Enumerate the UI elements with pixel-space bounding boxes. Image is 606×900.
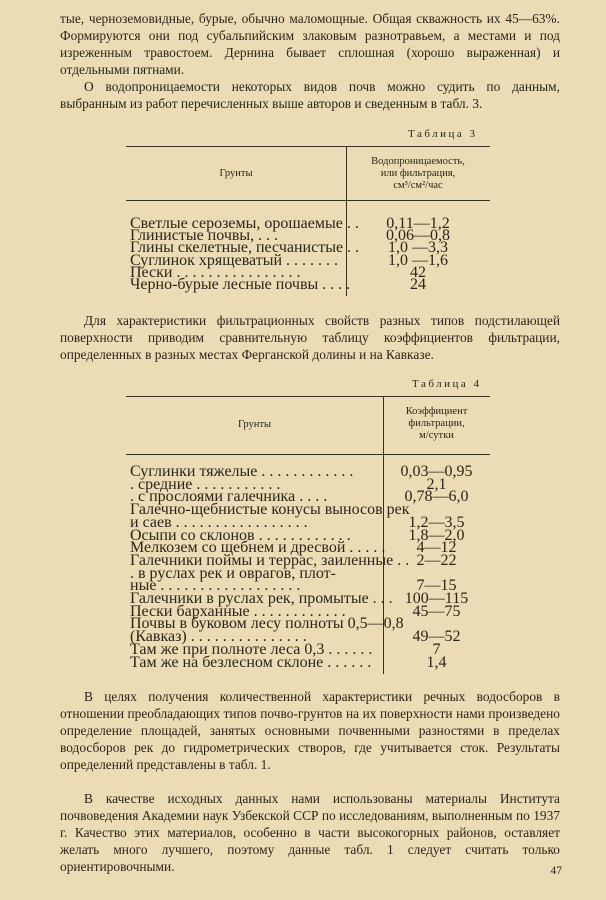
table4-row-soil: Галечники поймы и террас, заиленные . .	[130, 551, 410, 569]
table3-row-value: 24	[410, 276, 426, 293]
table4-row-value: 0,78—6,0	[404, 488, 469, 506]
table3-row-soil: Пески . . . . . . . . . . . . . . . .	[130, 263, 301, 281]
table3-top-rule	[126, 146, 490, 147]
table3-row-soil: Светлые сероземы, орошаемые . .	[130, 215, 359, 232]
table4-row-value: 1,4	[426, 653, 447, 671]
table4-row-value: 7	[432, 640, 441, 658]
table4-row-value: 7—15	[416, 577, 457, 595]
table4-row-soil: . средние . . . . . . . . . . .	[130, 475, 281, 493]
table4-row-soil: ные . . . . . . . . . . . . . . . . . .	[130, 577, 301, 595]
paragraph-permeability-intro: О водопроницаемости некоторых видов почв можно судить по данным, выбранным из работ перечисленных выше авторов и сведенным в табл. 3.	[60, 79, 560, 111]
table3-row-soil: Суглинок хрящеватый . . . . . . .	[130, 251, 339, 269]
table3-row-value: 42	[410, 263, 426, 281]
table4-row-soil: Галечно-щебнистые конусы выносов рек	[130, 501, 410, 519]
table4-row-soil: и саев . . . . . . . . . . . . . . . . .	[130, 513, 308, 531]
table4-row-value: 2—22	[416, 551, 457, 569]
table3-row-value: 0,11—1,2	[386, 215, 450, 232]
table3-header-rule	[126, 200, 490, 201]
table4-row-value: 1,8—2,0	[408, 526, 465, 544]
table4-row-value: 2,1	[426, 475, 447, 493]
table3-row-value: 1,0 —3,3	[388, 239, 448, 257]
table4-row-soil: Галечники в руслах рек, промытые . . .	[130, 590, 393, 607]
paragraph-soil-description: тые, черноземовидные, бурые, обычно маломощные. Общая скважность их 45—63%. Формируются они под субальпийским злаковым разнотравьем, а местами и под изреженным травостоем. Дернина бывает сплошная (хорошо выраженная) и отдельными пятнами.	[60, 11, 560, 77]
table4-header-rule	[126, 454, 490, 455]
table4-row-value: 100—115	[404, 590, 469, 607]
paragraph-watershed-analysis: В целях получения количественной характеристики речных водосборов в отношении преобладающих типов почво-грунтов на их поверхности нами произведено определение площадей, занятых основными почвенными разностями в пределах водосборов рек до гидрометрических створов, где учитывается сток. Результаты определений представлены в табл. 1.	[60, 689, 560, 772]
table4-row-soil: Суглинки тяжелые . . . . . . . . . . . .	[130, 463, 354, 480]
table4-row-value: 45—75	[412, 602, 461, 620]
page-number: 47	[550, 865, 562, 877]
table3-caption: Таблица 3	[408, 128, 478, 140]
table4-col-value-header: Коэффициент фильтрации, м/сутки	[405, 406, 468, 441]
paragraph-filtration-intro: Для характеристики фильтрационных свойств разных типов подстилающей поверхности приводим сравнительную таблицу коэффициентов фильтрации, определенных в разных местах Ферганской долины и на Кавказе.	[60, 313, 560, 362]
table4-row-value: 0,03—0,95	[400, 463, 473, 480]
table3-row-soil: Глины скелетные, песчанистые . .	[130, 239, 360, 257]
table3-col-value-header: Водопроницаемость, или фильтрация, см³/см²/час	[371, 156, 465, 191]
table4-row-soil: Почвы в буковом лесу полноты 0,5—0,8	[130, 615, 404, 633]
table4-top-rule	[126, 396, 490, 397]
table4-row-soil: Мелкозем со щебнем и дресвой . . . . .	[130, 539, 386, 557]
table3-row-value: 1,0 —1,6	[388, 251, 448, 269]
table4-row-soil: . в руслах рек и оврагов, плот-	[130, 564, 336, 582]
table4-col-soil-header: Грунты	[237, 419, 272, 430]
table3-row-soil: Черно-бурые лесные почвы . . . .	[130, 276, 351, 293]
table4-row-value: 49—52	[412, 628, 461, 646]
paragraph-source-data: В качестве исходных данных нами использованы материалы Института почвоведения Академии наук Узбекской ССР по исследованиям, выполненным по 1937 г. Качество этих материалов, особенно в части высокогорных районов, оставляет желать много лучшего, поэтому данные табл. 1 следует считать только ориентировочными.	[60, 791, 560, 874]
table4-row-soil: Там же при полноте леса 0,3 . . . . . .	[130, 640, 373, 658]
table3-row-soil: Глинистые почвы, . . .	[130, 227, 279, 245]
table3-col-soil-header: Грунты	[219, 168, 253, 179]
table4-row-soil: . с прослоями галечника . . . .	[130, 488, 328, 506]
table4-row-value: 4—12	[416, 539, 457, 557]
table4-row-soil: Осыпи со склонов . . . . . . . . . . . .	[130, 526, 351, 544]
table4-caption: Таблица 4	[412, 378, 482, 390]
table4-row-soil: Там же на безлесном склоне . . . . . .	[130, 653, 372, 671]
table3-row-value: 0,06—0,8	[386, 227, 450, 245]
table4-row-soil: Пески барханные . . . . . . . . . . . .	[130, 602, 346, 620]
table4-row-soil: (Кавказ) . . . . . . . . . . . . . . .	[130, 628, 307, 646]
table4-row-value: 1,2—3,5	[408, 513, 465, 531]
